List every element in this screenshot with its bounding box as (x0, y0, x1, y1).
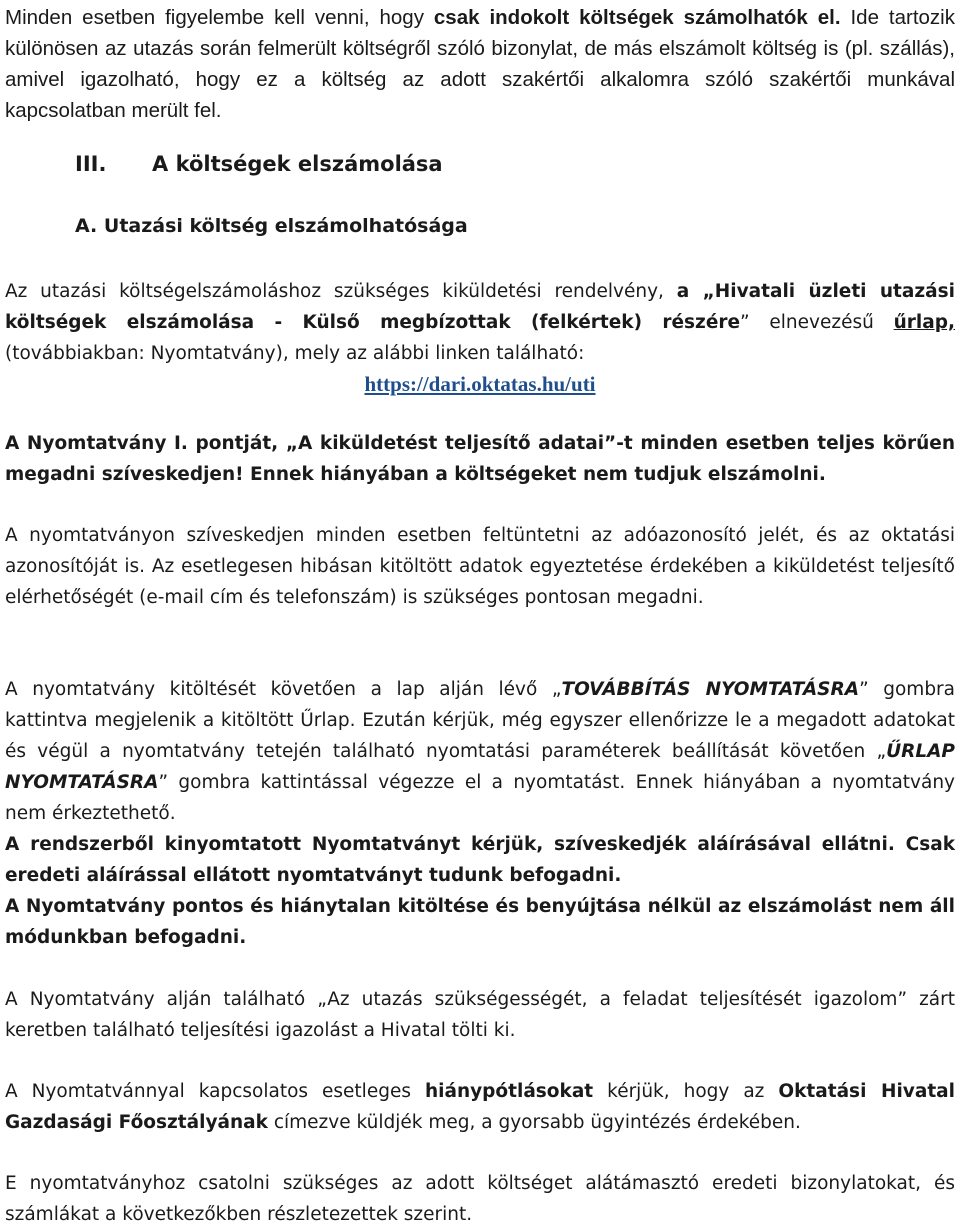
intro-text-rest: Ide tartozik különösen az utazás során felmerült költségről szóló bizonylat, de más elszámolt költség is (pl. szállás), amivel igazolható, hogy ez a költség az adott szakértői alkalomra szóló szakértői munkával kapcsolatban merült fel. (5, 6, 955, 122)
para5-text: A rendszerből kinyomtatott Nyomtatványt kérjük, szíveskedjék aláírásával ellátni. Csak eredeti aláírással ellátott nyomtatványt tudunk befogadni. (5, 834, 955, 886)
subsection-heading (5, 215, 955, 237)
intro-text: Minden esetben figyelembe kell venni, hogy (5, 6, 434, 29)
para7-text: A Nyomtatvány alján található „Az utazás szükségességét, a feladat teljesítését igazolom” zárt keretben található teljesítési igazolást a Hivatal tölti ki. (5, 989, 955, 1041)
para4-text-3: ” gombra kattintással végezze el a nyomtatást. Ennek hiányában a nyomtatvány nem érkeztethető. (5, 772, 955, 824)
section-number: III. (75, 152, 107, 176)
form-name: a „Hivatali üzleti utazási költségek elszámolása - Külső megbízottak (felkértek) részére (5, 281, 955, 333)
department-name: Oktatási Hivatal Gazdasági Főosztályának (5, 1081, 955, 1133)
paragraph-identifiers (5, 520, 955, 613)
paragraph-signature (5, 829, 955, 891)
paragraph-deficiencies (5, 1076, 955, 1138)
paragraph-required-data (5, 428, 955, 490)
form-word: űrlap, (893, 312, 955, 333)
para8-text-2: kérjük, hogy az (593, 1081, 779, 1102)
deficiencies-term: hiánypótlásokat (424, 1081, 594, 1102)
section-heading (5, 152, 955, 176)
paragraph-completeness (5, 891, 955, 953)
intro-emphasis: csak indokolt költségek számolhatók el. (433, 6, 841, 29)
para2-text: A Nyomtatvány I. pontját, „A kiküldetést teljesítő adatai”-t minden esetben teljes körűen megadni szíveskedjen! Ennek hiányában a költségeket nem tudjuk elszámolni. (5, 433, 955, 485)
form-print-label: ŰRLAP NYOMTATÁSRA (5, 741, 955, 793)
para1-text-2: ” elnevezésű (740, 312, 894, 333)
form-link[interactable]: https://dari.oktatas.hu/uti (364, 372, 596, 396)
para3-text-2: Az esetlegesen hibásan kitöltött adatok egyeztetése érdekében a kiküldetést teljesítő elérhetőségét (e-mail cím és telefonszám) is szükséges pontosan megadni. (5, 556, 956, 608)
para3-text: A nyomtatványon szíveskedjen minden esetben feltüntetni az adóazonosító jelét, és az oktatási azonosítóját is. (5, 525, 955, 577)
para4-text-2: ” gombra kattintva megjelenik a kitöltött Űrlap. Ezután kérjük, még egyszer ellenőrizze le a megadott adatokat és végül a nyomtatvány tetején található nyomtatási paraméterek beállítását követően „ (5, 679, 955, 762)
paragraph-printing (5, 674, 955, 829)
subsection-title: A. Utazási költség elszámolhatósága (75, 215, 468, 237)
para9-text: E nyomtatványhoz csatolni szükséges az adott költséget alátámasztó eredeti bizonylatokat, és számlákat a következőkben részletezettek szerint. (5, 1173, 955, 1225)
para8-text-3: címezve küldjék meg, a gyorsabb ügyintézés érdekében. (267, 1112, 801, 1133)
para8-text: A Nyomtatvánnyal kapcsolatos esetleges (5, 1081, 425, 1102)
paragraph-certification (5, 984, 955, 1046)
paragraph-attachments (5, 1168, 955, 1230)
para1-text: Az utazási költségelszámoláshoz szükséges kiküldetési rendelvény, (5, 281, 677, 302)
section-title: A költségek elszámolása (152, 152, 443, 176)
intro-paragraph (5, 2, 955, 126)
forward-to-print-label: TOVÁBBÍTÁS NYOMTATÁSRA (561, 679, 860, 700)
para6-text: A Nyomtatvány pontos és hiánytalan kitöltése és benyújtása nélkül az elszámolást nem áll módunkban befogadni. (5, 896, 955, 948)
para1-text-3: (továbbiakban: Nyomtatvány), mely az alábbi linken található: (5, 343, 585, 364)
paragraph-form-link (5, 276, 955, 399)
para4-text: A nyomtatvány kitöltését követően a lap alján lévő „ (5, 679, 562, 700)
